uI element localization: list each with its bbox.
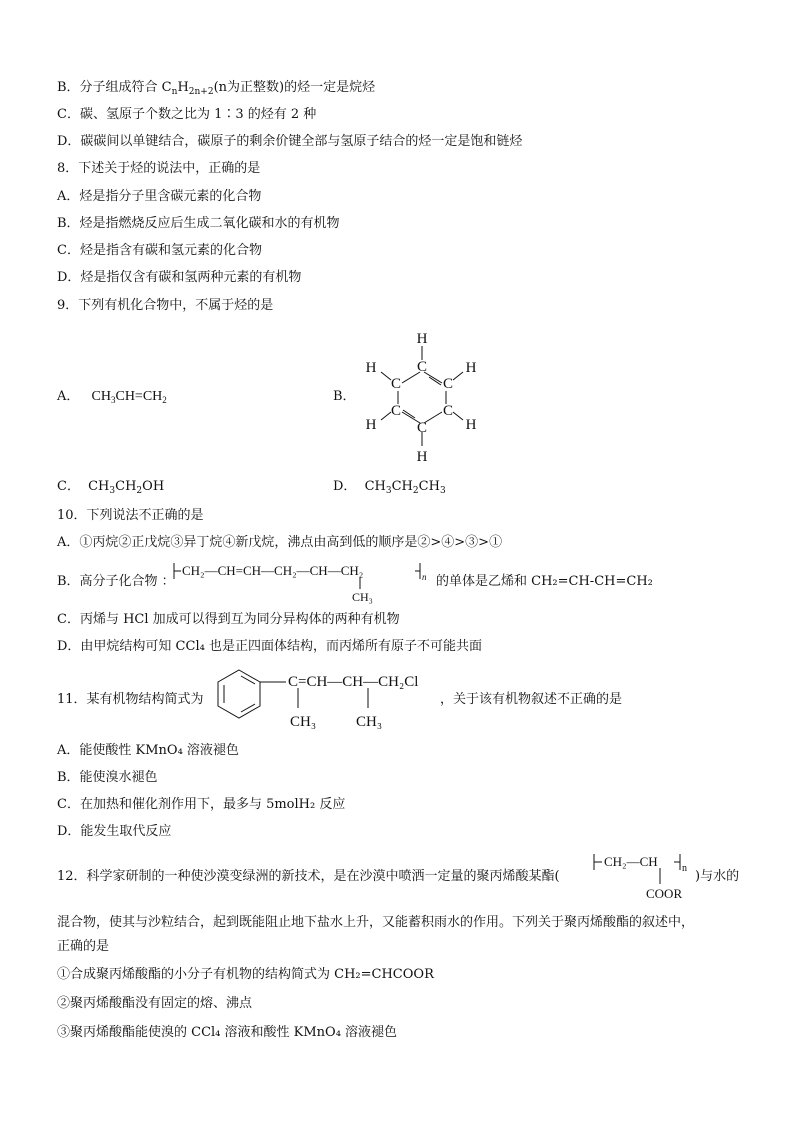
q7-option-d: D．碳碳间以单键结合，碳原子的剩余价键全部与氢原子结合的烃一定是饱和链烃 [57,134,523,149]
benzene-structure [358,328,488,466]
q9-a-label: A． [57,389,80,404]
q9-c-label: C． [57,479,80,494]
q12-stem-post: )与水的 [695,869,740,884]
benzene-c-6: C [416,420,428,436]
q9-stem: 9．下列有机化合物中，不属于烃的是 [57,298,274,313]
benzene-c-5: C [442,403,454,419]
q10-polymer-structure [172,556,434,606]
q11-stem-post: ，关于该有机物叙述不正确的是 [440,692,623,707]
q12-stem-line2: 混合物，使其与沙粒结合，起到既能阻止地下盐水上升，又能蓄积雨水的作用。下列关于聚丙烯酸酯的叙述中， [57,915,695,930]
q10-option-c: C．丙烯与 HCl 加成可以得到互为同分异构体的两种有机物 [57,612,400,627]
q7-option-b [57,79,375,97]
benzene-h-left-bottom: H [365,417,377,433]
benzene-c-2: C [390,376,402,392]
q11-option-b: B．能使溴水褪色 [57,770,158,785]
q8-option-a: A．烃是指分子里含碳元素的化合物 [57,189,262,204]
q7-option-c: C．碳、氢原子个数之比为 1∶3 的烃有 2 种 [57,107,317,122]
q12-polymer-n: n [682,863,687,874]
q7-b-text-h: H [177,80,189,95]
q9-d-formula: $CH_3CH_2CH_3$ [364,479,446,496]
q11-ch3-a: CH₃ [290,714,317,730]
q11-option-d: D．能发生取代反应 [57,824,172,839]
benzene-c-4: C [390,403,402,419]
q10-option-b-post: 的单体是乙烯和 CH₂=CH-CH=CH₂ [436,574,653,589]
q8-stem: 8．下述关于烃的说法中，正确的是 [57,161,261,176]
q9-c-formula: $CH_3CH_2OH$ [88,479,165,496]
q10-option-a: A．①丙烷②正戊烷③异丁烷④新戊烷，沸点由高到低的顺序是②>④>③>① [57,535,503,550]
q12-statement-3: ③聚丙烯酸酯能使溴的 CCl₄ 溶液和酸性 KMnO₄ 溶液褪色 [57,1025,398,1040]
q12-polymer-coor: COOR [646,886,683,901]
q7-b-sub-n: n [171,87,178,97]
q9-option-b-label: B． [333,389,356,404]
benzene-c-3: C [442,376,454,392]
q9-d-label: D． [333,479,357,494]
q7-b-text-pre: B．分子组成符合 C [57,80,172,95]
benzene-h-top: H [416,331,428,347]
benzene-c-1: C [416,359,428,375]
q9-option-a [57,388,167,406]
q12-statement-1: ①合成聚丙烯酸酯的小分子有机物的结构简式为 CH₂=CHCOOR [57,967,434,982]
q9-option-d [333,478,446,496]
benzene-h-left-top: H [365,360,377,376]
q12-polymer-chain: CH₂—CH [604,854,658,869]
q8-option-c: C．烃是指含有碳和氢元素的化合物 [57,243,262,258]
q10-option-d: D．由甲烷结构可知 CCl₄ 也是正四面体结构，而丙烯所有原子不可能共面 [57,639,482,654]
q10-stem: 10．下列说法不正确的是 [57,508,204,523]
q8-option-b: B．烃是指燃烧反应后生成二氧化碳和水的有机物 [57,216,340,231]
q9-a-formula: $CH_3CH=CH_2$ [91,389,167,405]
q7-b-text-post: (n为正整数)的烃一定是烷烃 [213,80,376,95]
q8-option-d: D．烃是指仅含有碳和氢两种元素的有机物 [57,270,302,285]
q10-polymer-ch3: CH₃ [352,590,373,604]
q11-option-c: C．在加热和催化剂作用下，最多与 5molH₂ 反应 [57,797,346,812]
q12-stem-line3: 正确的是 [57,939,110,954]
q10-polymer-n: n [422,572,427,582]
q7-b-sub-2n2: 2n+2 [188,87,214,97]
q12-stem-pre: 12．科学家研制的一种使沙漠变绿洲的新技术，是在沙漠中喷洒一定量的聚丙烯酸某酯( [57,869,560,884]
q10-option-b-pre: B．高分子化合物 ： [57,574,175,589]
q11-structure [208,664,444,734]
benzene-h-right-top: H [465,360,477,376]
q10-polymer-chain: CH₂—CH=CH—CH₂—CH—CH₂ [182,563,364,578]
q11-option-a: A．能使酸性 KMnO₄ 溶液褪色 [57,743,239,758]
q11-ch3-b: CH₃ [356,714,383,730]
q12-polymer-structure [592,848,696,902]
benzene-h-bottom: H [416,449,428,465]
q11-stem-pre: 11．某有机物结构简式为 [57,692,204,707]
q9-option-c [57,478,164,496]
q12-statement-2: ②聚丙烯酸酯没有固定的熔、沸点 [57,996,253,1011]
benzene-h-right-bottom: H [465,417,477,433]
q11-chain: C=CH—CH—CH₂Cl [288,674,419,690]
